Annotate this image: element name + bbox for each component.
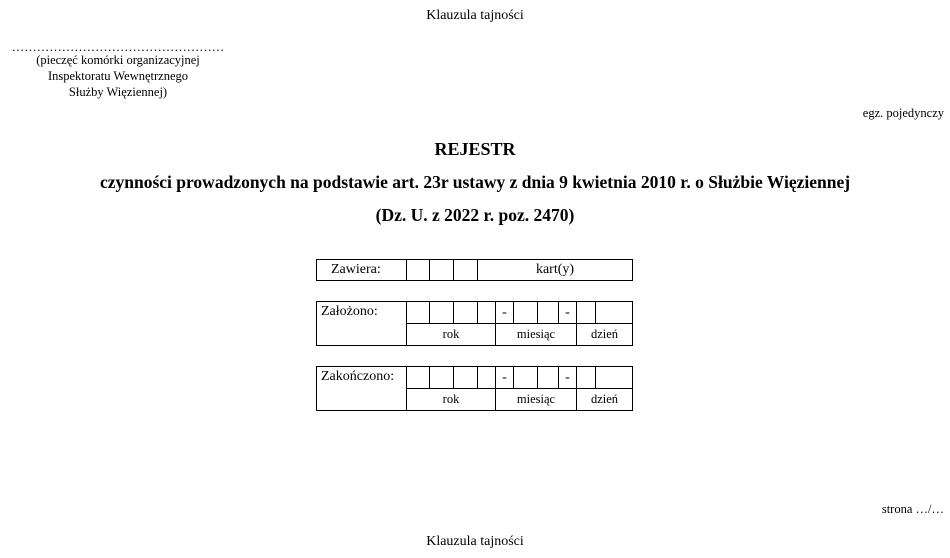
stamp-block xyxy=(4,42,232,100)
document-title: REJESTR xyxy=(434,139,516,159)
completed-label: Zakończono: xyxy=(317,367,407,411)
established-table xyxy=(316,301,633,346)
contains-label: Zawiera: xyxy=(317,260,407,281)
month-digit-box[interactable] xyxy=(514,367,538,389)
digit-box[interactable] xyxy=(430,260,454,281)
year-digit-box[interactable] xyxy=(430,367,454,389)
digit-box[interactable] xyxy=(454,260,478,281)
year-digit-box[interactable] xyxy=(454,367,478,389)
document-subtitle: czynności prowadzonych na podstawie art. 23r ustawy z dnia 9 kwietnia 2010 r. o Służbie Więziennej xyxy=(99,172,851,192)
year-digit-box[interactable] xyxy=(430,302,454,324)
day-digit-box[interactable] xyxy=(577,302,596,324)
stamp-line-2: Inspektoratu Wewnętrznego xyxy=(47,69,189,83)
year-digit-box[interactable] xyxy=(478,302,496,324)
day-digit-box[interactable] xyxy=(596,302,633,324)
copy-label: egz. pojedynczy xyxy=(862,106,944,120)
month-digit-box[interactable] xyxy=(514,302,538,324)
date-separator: - xyxy=(496,367,514,389)
year-digit-box[interactable] xyxy=(454,302,478,324)
stamp-line-3: Służby Więziennej) xyxy=(68,85,168,99)
year-digit-box[interactable] xyxy=(407,302,430,324)
completed-table xyxy=(316,366,633,411)
day-digit-box[interactable] xyxy=(577,367,596,389)
date-separator: - xyxy=(496,302,514,324)
day-caption: dzień xyxy=(577,324,633,346)
date-separator: - xyxy=(559,367,577,389)
stamp-line-1: (pieczęć komórki organizacyjnej xyxy=(36,53,200,67)
digit-box[interactable] xyxy=(407,260,430,281)
month-digit-box[interactable] xyxy=(538,367,559,389)
classification-top: Klauzula tajności xyxy=(426,8,524,23)
year-caption: rok xyxy=(407,324,496,346)
legal-reference: (Dz. U. z 2022 r. poz. 2470) xyxy=(375,205,575,225)
year-digit-box[interactable] xyxy=(407,367,430,389)
month-digit-box[interactable] xyxy=(538,302,559,324)
contains-table xyxy=(316,259,633,281)
day-caption: dzień xyxy=(577,389,633,411)
classification-bottom: Klauzula tajności xyxy=(426,534,524,549)
contains-unit: kart(y) xyxy=(478,260,633,281)
month-caption: miesiąc xyxy=(496,324,577,346)
month-caption: miesiąc xyxy=(496,389,577,411)
year-digit-box[interactable] xyxy=(478,367,496,389)
stamp-dots: …………………………………………… xyxy=(11,42,225,52)
year-caption: rok xyxy=(407,389,496,411)
day-digit-box[interactable] xyxy=(596,367,633,389)
date-separator: - xyxy=(559,302,577,324)
page-number: strona …/… xyxy=(881,502,944,516)
established-label: Założono: xyxy=(317,302,407,346)
